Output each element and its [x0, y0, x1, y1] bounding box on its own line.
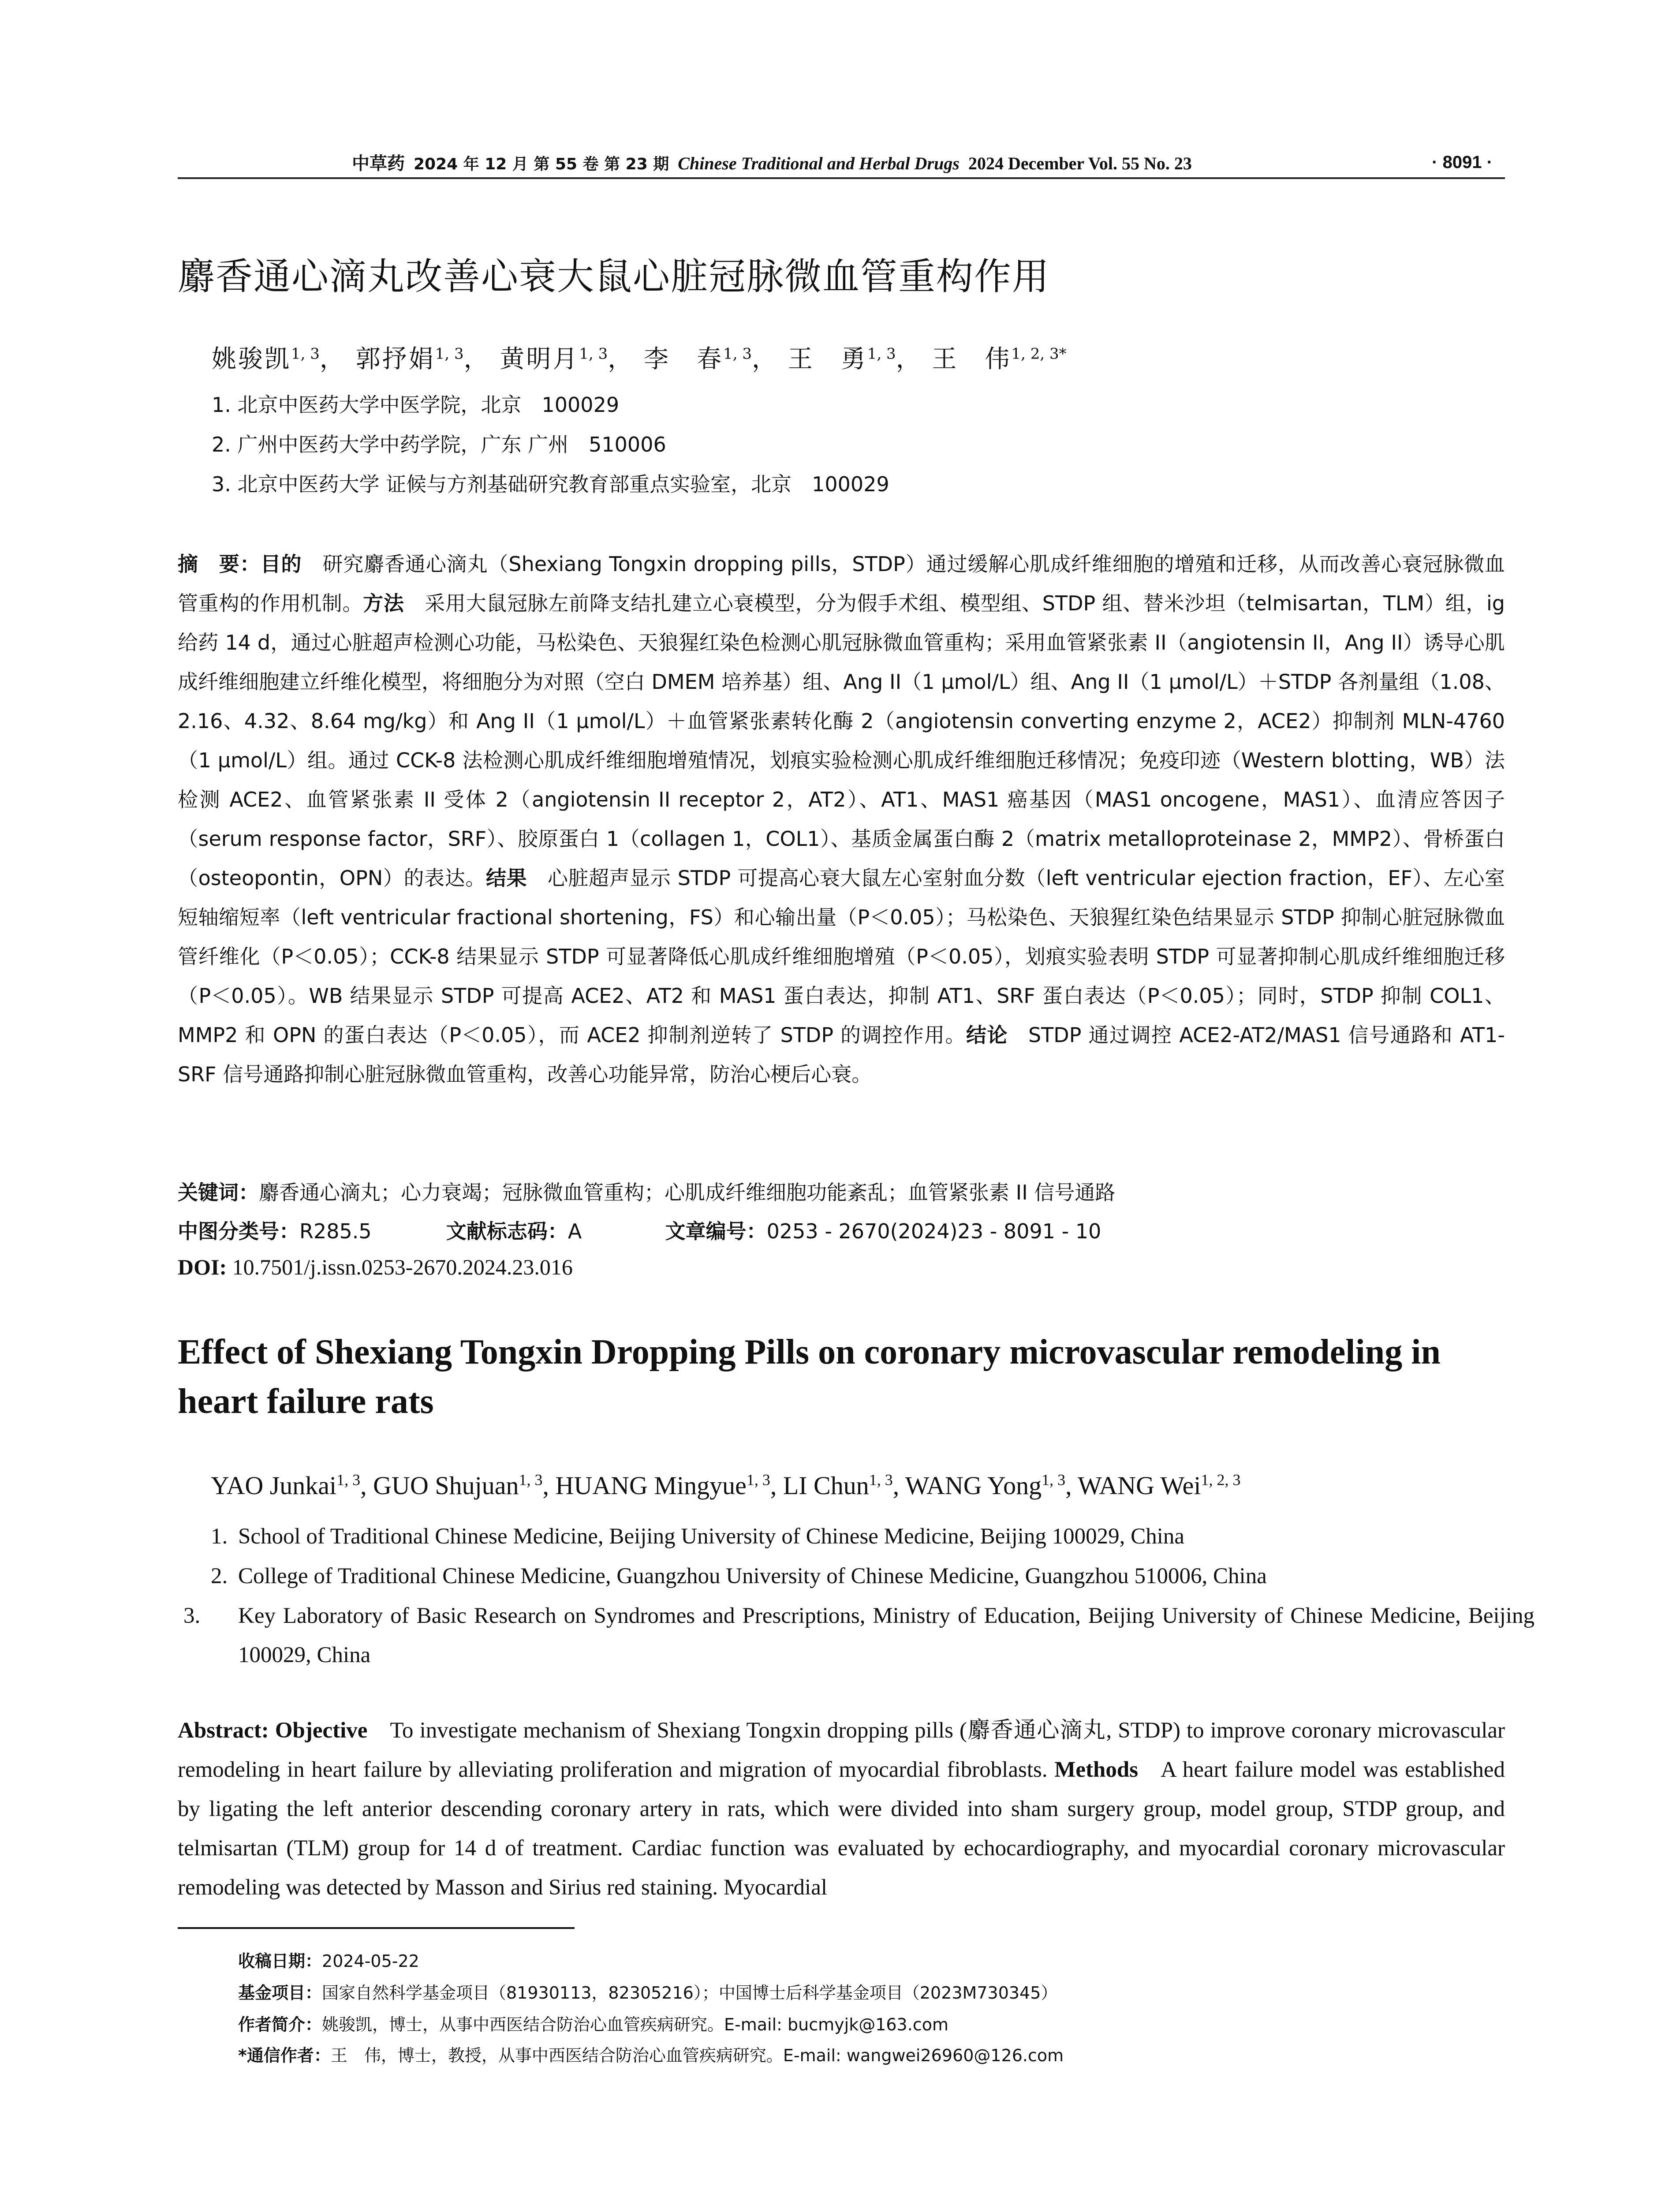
author-zh: 姚骏凯$^{1, 3}$: [212, 345, 320, 374]
affiliation-zh: 2. 广州中医药大学中药学院，广东 广州 510006: [212, 433, 666, 456]
running-header: [178, 146, 1505, 179]
keywords-label: 关键词：: [178, 1181, 259, 1204]
results-label: 结果: [485, 866, 527, 890]
author-en: LI Chun$^{1, 3}$: [783, 1471, 893, 1500]
doccode-label: 文献标志码：: [446, 1219, 568, 1243]
author-en: YAO Junkai$^{1, 3}$: [211, 1471, 361, 1500]
affiliation-zh: 3. 北京中医药大学 证候与方剂基础研究教育部重点实验室，北京 100029: [212, 472, 889, 496]
footnote-corresponding: *通信作者：王 伟，博士，教授，从事中西医结合防治心血管疾病研究。E-mail: wangwei26960@126.com: [238, 2046, 1064, 2065]
doi-value: 10.7501/j.issn.0253-2670.2024.23.016: [232, 1255, 573, 1279]
author-en: HUANG Mingyue$^{1, 3}$: [555, 1471, 770, 1500]
title-zh: 麝香通心滴丸改善心衰大鼠心脏冠脉微血管重构作用: [178, 255, 1050, 298]
objective-label: 目的: [260, 552, 302, 576]
doi-line: [178, 1254, 573, 1280]
author-zh: 黄明月$^{1, 3}$: [500, 345, 608, 374]
abstract-zh: [178, 545, 1505, 1094]
issue-en: 2024 December Vol. 55 No. 23: [968, 153, 1192, 173]
title-en: Effect of Shexiang Tongxin Dropping Pills on coronary microvascular remodeling in heart failure rats: [178, 1333, 1441, 1421]
abstract-en: [178, 1711, 1505, 1907]
footnote-author-bio: 作者简介：姚骏凯，博士，从事中西医结合防治心血管疾病研究。E-mail: bucmyjk@163.com: [238, 2015, 948, 2034]
results-text: 心脏超声显示 STDP 可提高心衰大鼠左心室射血分数（left ventricular ejection fraction，EF）、左心室短轴缩短率（left ventricular fractional shortening，FS）和心输出量（P＜0.05）；马松染色、天狼猩红染色结果显示 STDP 抑制心脏冠脉微血管纤维化（P＜0.05）；CCK-8 结果显示 STDP 可显著降低心肌成纤维细胞增殖（P＜0.05），划痕实验表明 STDP 可显著抑制心肌成纤维细胞迁移（P＜0.05）。WB 结果显示 STDP 可提高 ACE2、AT2 和 MAS1 蛋白表达，抑制 AT1、SRF 蛋白表达（P＜0.05）；同时，STDP 抑制 COL1、MMP2 和 OPN 的蛋白表达（P＜0.05），而 ACE2 抑制剂逆转了 STDP 的调控作用。: [178, 866, 1505, 1047]
clc-label: 中图分类号：: [178, 1219, 299, 1243]
methods-label: 方法: [363, 591, 404, 615]
author-en: GUO Shujuan$^{1, 3}$: [373, 1471, 543, 1500]
clc-value: R285.5: [299, 1219, 372, 1243]
methods-en-label: Methods: [1054, 1757, 1139, 1782]
methods-en-text: A heart failure model was established by ligating the left anterior descending coronary artery in rats, which were divided into sham surgery group, model group, STDP group, and telmisartan (TLM) group for 14 d of treatment. Cardiac function was evaluated by echocardiography, and myocardial coronary microvascular remodeling was detected by Masson and Sirius red staining. Myocardial: [178, 1757, 1505, 1900]
affiliation-en: 2. College of Traditional Chinese Medicine, Guangzhou University of Chinese Medicine, Guangzhou 510006, China: [211, 1564, 1267, 1588]
conclusion-label: 结论: [966, 1023, 1008, 1047]
doi-label: DOI:: [178, 1255, 227, 1279]
classification-line: [178, 1215, 1505, 1245]
footnote-funding: 基金项目：国家自然科学基金项目（81930113，82305216）；中国博士后科学基金项目（2023M730345）: [238, 1983, 1058, 2003]
articleno-label: 文章编号：: [665, 1219, 767, 1243]
affiliation-en: 3. Key Laboratory of Basic Research on Syndromes and Prescriptions, Ministry of Education, Beijing University of Chinese Medicine, Beijing 100029, China: [183, 1603, 1534, 1667]
affiliation-en: 1. School of Traditional Chinese Medicine, Beijing University of Chinese Medicine, Beijing 100029, China: [211, 1524, 1185, 1549]
articleno-value: 0253 - 2670(2024)23 - 8091 - 10: [766, 1219, 1101, 1243]
journal-citation: [352, 149, 1192, 175]
author-zh: 郭抒娟$^{1, 3}$: [355, 345, 464, 374]
conclusion-text: STDP 通过调控 ACE2-AT2/MAS1 信号通路和 AT1-SRF 信号通路抑制心脏冠脉微血管重构，改善心功能异常，防治心梗后心衰。: [178, 1023, 1505, 1086]
affiliation-zh: 1. 北京中医药大学中医学院，北京 100029: [212, 393, 620, 417]
author-en: WANG Yong$^{1, 3}$: [905, 1471, 1066, 1500]
issue-zh: 2024 年 12 月 第 55 卷 第 23 期: [414, 155, 669, 173]
author-en: WANG Wei$^{1, 2, 3}$: [1078, 1471, 1241, 1500]
doccode-value: A: [567, 1219, 582, 1243]
abstract-en-label: Abstract: Objective: [178, 1718, 368, 1743]
objective-text: 研究麝香通心滴丸（Shexiang Tongxin dropping pills，STDP）通过缓解心肌成纤维细胞的增殖和迁移，从而改善心衰冠脉微血管重构的作用机制。: [178, 552, 1505, 615]
footnote-received: 收稿日期：2024-05-22: [238, 1951, 419, 1971]
author-zh: 李 春$^{1, 3}$: [644, 345, 752, 374]
authors-en: YAO Junkai$^{1, 3}$, GUO Shujuan$^{1, 3}$, HUANG Mingyue$^{1, 3}$, LI Chun$^{1, 3}$, WANG Yong$^{1, 3}$, WANG Wei$^{1, 2, 3}$: [211, 1471, 1241, 1500]
authors-zh: 姚骏凯$^{1, 3}$， 郭抒娟$^{1, 3}$， 黄明月$^{1, 3}$， 李 春$^{1, 3}$， 王 勇$^{1, 3}$， 王 伟$^{1, 2, 3*}$: [212, 345, 1067, 374]
keywords-text: 麝香通心滴丸；心力衰竭；冠脉微血管重构；心肌成纤维细胞功能紊乱；血管紧张素 II 信号通路: [259, 1181, 1116, 1204]
journal-name-zh: 中草药: [352, 153, 405, 174]
objective-en-text: To investigate mechanism of Shexiang Tongxin dropping pills (麝香通心滴丸, STDP) to improve coronary microvascular remodeling in heart failure by alleviating proliferation and migration of myocardial fibroblasts.: [178, 1718, 1505, 1782]
abstract-label: 摘 要：: [178, 552, 261, 576]
keywords-zh: [178, 1177, 1505, 1206]
author-zh: 王 伟$^{1, 2, 3*}$: [932, 345, 1067, 374]
author-zh: 王 勇$^{1, 3}$: [788, 345, 896, 374]
methods-text: 采用大鼠冠脉左前降支结扎建立心衰模型，分为假手术组、模型组、STDP 组、替米沙坦（telmisartan，TLM）组，ig 给药 14 d，通过心脏超声检测心功能，马松染色、天狼猩红染色检测心肌冠脉微血管重构；采用血管紧张素 II（angiotensin II，Ang II）诱导心肌成纤维细胞建立纤维化模型，将细胞分为对照（空白 DMEM 培养基）组、Ang II（1 μmol/L）组、Ang II（1 μmol/L）＋STDP 各剂量组（1.08、2.16、4.32、8.64 mg/kg）和 Ang II（1 μmol/L）＋血管紧张素转化酶 2（angiotensin converting enzyme 2，ACE2）抑制剂 MLN-4760（1 μmol/L）组。通过 CCK-8 法检测心肌成纤维细胞增殖情况，划痕实验检测心肌成纤维细胞迁移情况；免疫印迹（Western blotting，WB）法检测 ACE2、血管紧张素 II 受体 2（angiotensin II receptor 2，AT2）、AT1、MAS1 癌基因（MAS1 oncogene，MAS1）、血清应答因子（serum response factor，SRF）、胶原蛋白 1（collagen 1，COL1）、基质金属蛋白酶 2（matrix metalloproteinase 2，MMP2）、骨桥蛋白（osteopontin，OPN）的表达。: [178, 591, 1505, 890]
page-number: · 8091 ·: [1432, 153, 1493, 172]
journal-name-en: Chinese Traditional and Herbal Drugs: [678, 153, 959, 173]
footnote-divider: [178, 1927, 575, 1929]
